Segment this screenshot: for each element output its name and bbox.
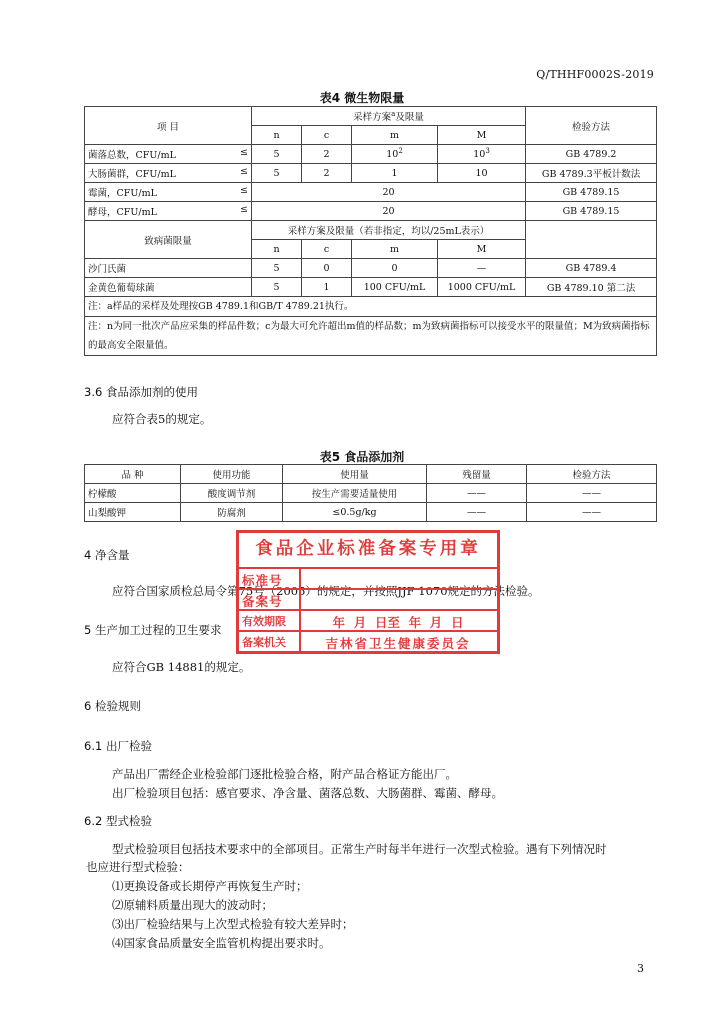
paragraph: 产品出厂需经企业检验部门逐批检验合格，附产品合格证方能出厂。	[112, 767, 457, 781]
table-cell: 霉菌，CFU/mL ≤	[85, 183, 252, 202]
paragraph: 应符合GB 14881的规定。	[112, 660, 251, 674]
table-header-item: 项 目	[85, 107, 252, 145]
table-cell: GB 4789.4	[526, 259, 657, 278]
table-cell: 5	[252, 259, 302, 278]
table-cell: 山梨酸钾	[85, 503, 181, 522]
table-header: 检验方法	[527, 465, 657, 484]
stamp-validity-value: 年 月 日至 年 月 日	[332, 615, 464, 630]
table4-caption: 表4 微生物限量	[319, 91, 405, 105]
pathogen-plan-header: 采样方案及限量（若非指定，均以/25mL表示）	[252, 221, 526, 240]
table-cell: 20	[252, 183, 526, 202]
table-cell: $10^3$	[438, 145, 526, 164]
table-cell: ≤0.5g/kg	[283, 503, 427, 522]
table-subheader: m	[352, 126, 438, 145]
table-cell: 沙门氏菌	[85, 259, 252, 278]
table-header: 品 种	[85, 465, 181, 484]
table-cell	[526, 221, 657, 259]
pathogen-label: 致病菌限量	[85, 221, 252, 259]
stamp-divider	[299, 567, 301, 651]
table4-microbial-limits	[84, 106, 657, 356]
table-row	[85, 297, 657, 317]
table-cell: GB 4789.10 第二法	[526, 278, 657, 297]
table-header-plan: 采样方案$^a$及限量	[252, 107, 526, 126]
table-cell: 防腐剂	[181, 503, 283, 522]
stamp-authority-value: 吉林省卫生健康委员会	[325, 636, 471, 651]
table-cell: GB 4789.3平板计数法	[526, 164, 657, 183]
table-header: 使用量	[283, 465, 427, 484]
table-cell: 酵母，CFU/mL ≤	[85, 202, 252, 221]
section-heading-3-6: 3.6 食品添加剂的使用	[84, 385, 198, 399]
paragraph: 出厂检验项目包括：感官要求、净含量、菌落总数、大肠菌群、霉菌、酵母。	[112, 786, 503, 800]
table-subheader: M	[438, 126, 526, 145]
filing-stamp	[236, 530, 500, 654]
table-subheader: M	[438, 240, 526, 259]
stamp-divider	[239, 567, 497, 569]
table-cell: 按生产需要适量使用	[283, 484, 427, 503]
table-subheader: n	[252, 126, 302, 145]
table-cell: GB 4789.15	[526, 202, 657, 221]
table-cell: 2	[302, 164, 352, 183]
list-item: ⑵原辅料质量出现大的波动时；	[112, 898, 273, 912]
table-cell: 5	[252, 145, 302, 164]
table-row	[85, 465, 657, 484]
table-cell: 20	[252, 202, 526, 221]
table-subheader: c	[302, 126, 352, 145]
table-row	[85, 259, 657, 278]
document-code: Q/THHF0002S-2019	[536, 68, 654, 81]
table-cell: —	[438, 259, 526, 278]
table-cell: 酸度调节剂	[181, 484, 283, 503]
table-row	[85, 484, 657, 503]
table-cell: 0	[352, 259, 438, 278]
stamp-label-filing-no: 备案号	[242, 594, 283, 609]
table-subheader: n	[252, 240, 302, 259]
table-cell: 菌落总数，CFU/mL ≤	[85, 145, 252, 164]
stamp-title: 食品企业标准备案专用章	[255, 539, 481, 559]
list-item: ⑴更换设备或长期停产再恢复生产时；	[112, 879, 308, 893]
table-cell: 大肠菌群，CFU/mL ≤	[85, 164, 252, 183]
list-item: ⑷国家食品质量安全监管机构提出要求时。	[112, 936, 331, 950]
table-header-method: 检验方法	[526, 107, 657, 145]
table-row	[85, 317, 657, 356]
paragraph: 也应进行型式检验：	[86, 860, 190, 874]
paragraph: 应符合表5的规定。	[112, 412, 212, 426]
table-cell: GB 4789.2	[526, 145, 657, 164]
table-cell: 1000 CFU/mL	[438, 278, 526, 297]
table-row	[85, 221, 657, 240]
table-row	[85, 145, 657, 164]
table-row	[85, 107, 657, 126]
list-item: ⑶出厂检验结果与上次型式检验有较大差异时；	[112, 917, 354, 931]
table-cell: GB 4789.15	[526, 183, 657, 202]
table-cell: 5	[252, 278, 302, 297]
table-row	[85, 183, 657, 202]
section-heading-4: 4 净含量	[84, 548, 130, 562]
section-heading-6: 6 检验规则	[84, 699, 141, 713]
table-cell: ——	[527, 503, 657, 522]
section-heading-6-1: 6.1 出厂检验	[84, 739, 152, 753]
page-number: 3	[637, 962, 644, 975]
table5-food-additives	[84, 464, 657, 522]
stamp-label-authority: 备案机关	[242, 636, 286, 649]
table-header: 残留量	[427, 465, 527, 484]
table-cell: ——	[427, 484, 527, 503]
table-row	[85, 164, 657, 183]
table-cell: 2	[302, 145, 352, 164]
table-note: 注：a样品的采样及处理按GB 4789.1和GB/T 4789.21执行。	[85, 297, 657, 317]
stamp-label-standard-no: 标准号	[242, 573, 283, 588]
table-row	[85, 503, 657, 522]
table-note: 注：n为同一批次产品应采集的样品件数；c为最大可允许超出m值的样品数；m为致病菌指标可以接受水平的限量值；M为致病菌指标的最高安全限量值。	[85, 317, 657, 356]
table-header: 使用功能	[181, 465, 283, 484]
section-heading-5: 5 生产加工过程的卫生要求	[84, 623, 222, 637]
table-cell: 0	[302, 259, 352, 278]
section-heading-6-2: 6.2 型式检验	[84, 814, 152, 828]
table-row	[85, 202, 657, 221]
table-row	[85, 278, 657, 297]
table-subheader: m	[352, 240, 438, 259]
table-subheader: c	[302, 240, 352, 259]
table-cell: $10^2$	[352, 145, 438, 164]
table-cell: ——	[527, 484, 657, 503]
paragraph: 型式检验项目包括技术要求中的全部项目。正常生产时每半年进行一次型式检验。遇有下列情况时	[112, 842, 607, 856]
table-cell: 柠檬酸	[85, 484, 181, 503]
table-cell: ——	[427, 503, 527, 522]
table-cell: 100 CFU/mL	[352, 278, 438, 297]
table5-caption: 表5 食品添加剂	[319, 450, 405, 464]
table-cell: 5	[252, 164, 302, 183]
table-cell: 10	[438, 164, 526, 183]
table-cell: 金黄色葡萄球菌	[85, 278, 252, 297]
stamp-label-validity: 有效期限	[242, 615, 286, 628]
table-cell: 1	[302, 278, 352, 297]
table-cell: 1	[352, 164, 438, 183]
paragraph: 应符合国家质检总局令第75号（2005）的规定，并按照JJF 1070规定的方法检验。	[112, 584, 540, 598]
